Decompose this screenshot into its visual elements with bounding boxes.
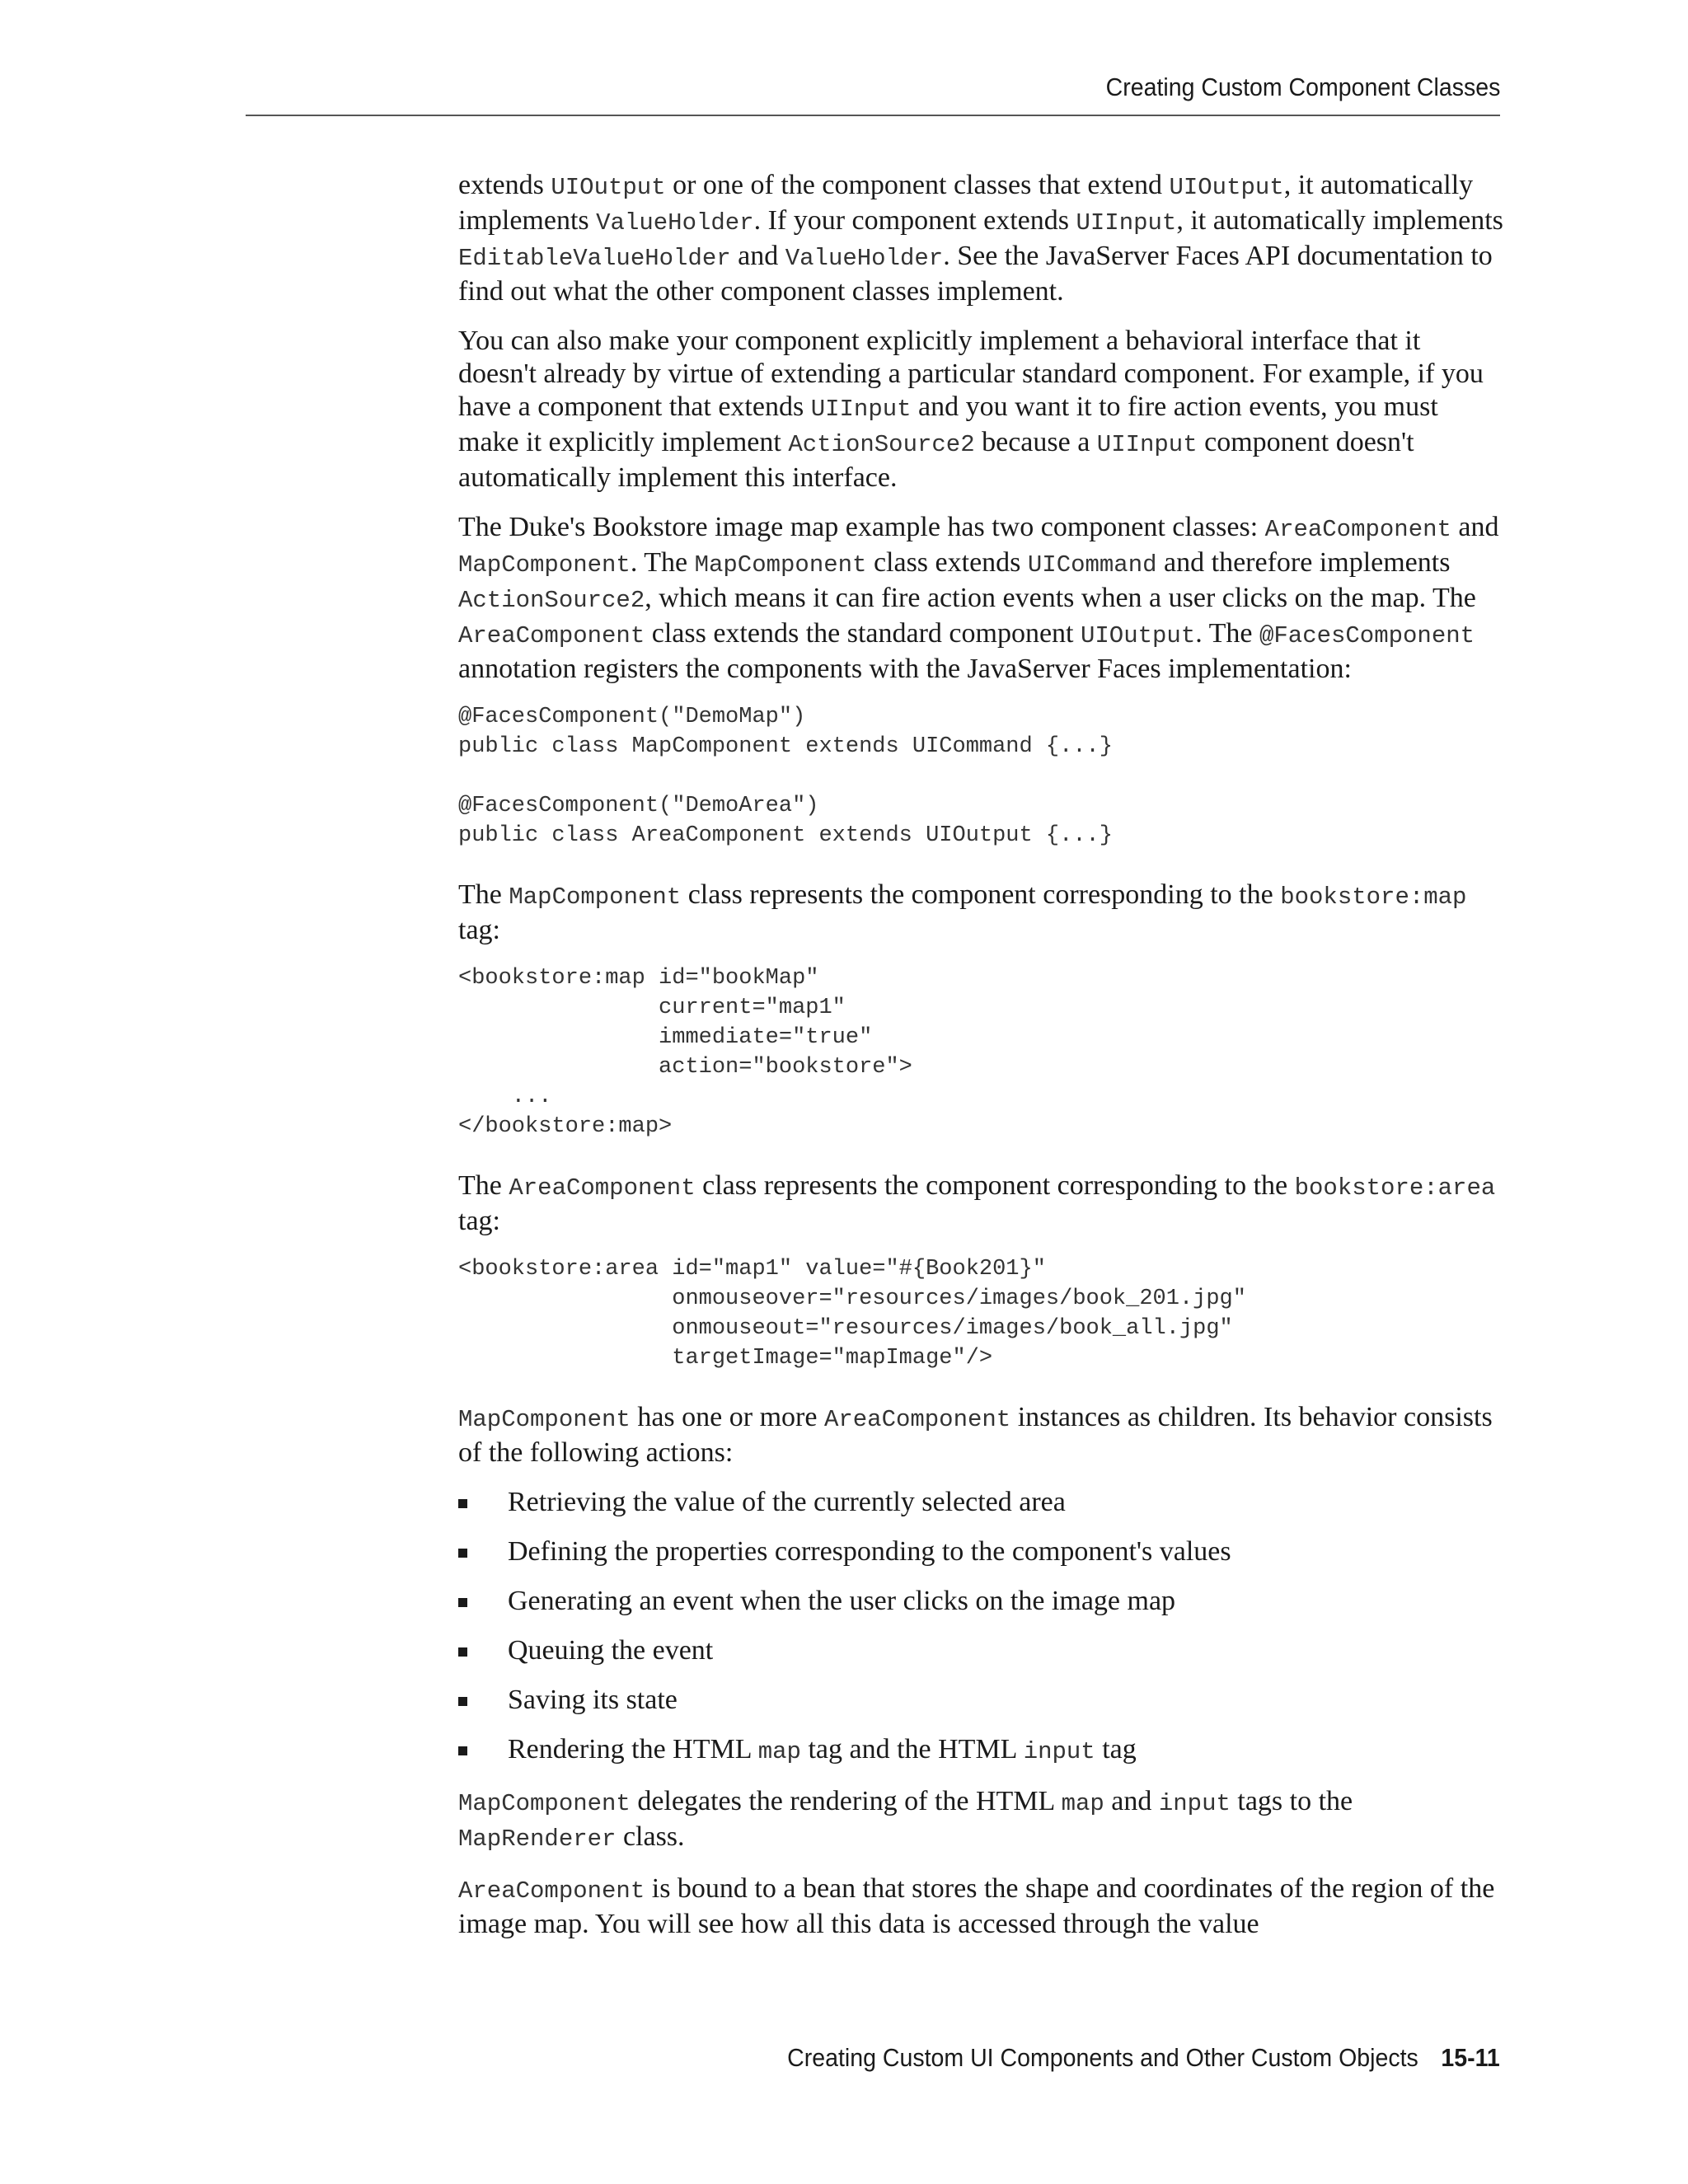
list-item-text: Queuing the event <box>508 1635 714 1666</box>
inline-code: UIOutput <box>1169 174 1284 201</box>
inline-code: input <box>1158 1790 1231 1817</box>
header-rule <box>246 115 1500 116</box>
running-header: Creating Custom Component Classes <box>1105 73 1500 101</box>
square-bullet-icon <box>458 1499 467 1508</box>
text: . See the JavaServer Faces API documentation to find out what the other component classes implement. <box>458 241 1493 307</box>
inline-code: MapRenderer <box>458 1825 617 1853</box>
square-bullet-icon <box>458 1549 467 1558</box>
inline-code: AreaComponent <box>1264 516 1451 543</box>
page-body <box>458 169 1505 1957</box>
inline-code: bookstore:map <box>1280 883 1467 911</box>
text: tags to the <box>1230 1786 1353 1816</box>
text: class extends the standard component <box>645 618 1081 649</box>
inline-code: UIInput <box>1096 431 1198 458</box>
inline-code: ValueHolder <box>785 245 944 272</box>
footer-title: Creating Custom UI Components and Other Custom Objects <box>787 2043 1419 2072</box>
inline-code: map <box>757 1738 801 1765</box>
text: because a <box>974 427 1097 457</box>
text: instances as children. Its behavior consists of the following actions: <box>458 1402 1493 1468</box>
text: The Duke's Bookstore image map example has two component classes: <box>458 512 1265 542</box>
inline-code: MapComponent <box>458 1406 631 1433</box>
square-bullet-icon <box>458 1697 467 1706</box>
text: The <box>458 879 509 910</box>
text: and you want it to fire action events, you must make it explicitly implement <box>458 391 1438 457</box>
list-item-text: Retrieving the value of the currently selected area <box>508 1487 1066 1517</box>
text: class extends <box>866 547 1028 578</box>
text: tag: <box>458 915 500 945</box>
text: component doesn't automatically implement this interface. <box>458 427 1414 493</box>
text: . The <box>630 547 695 578</box>
paragraph-4 <box>458 879 1505 947</box>
page-number: 15-11 <box>1441 2043 1500 2072</box>
text: class represents the component corresponding to the <box>695 1170 1295 1201</box>
text: , it automatically implements <box>458 170 1474 236</box>
inline-code: UIOutput <box>551 174 666 201</box>
text: You can also make your component explicitly implement a behavioral interface that it doesn't already by virtue of extending a particular standard component. For example, if you have a component that extends <box>458 326 1484 422</box>
text: . The <box>1195 618 1259 649</box>
list-item <box>458 1684 1505 1717</box>
text: class. <box>616 1821 685 1852</box>
list-item-text: Generating an event when the user clicks on the image map <box>508 1586 1176 1616</box>
text: annotation registers the components with the JavaServer Faces implementation: <box>458 654 1352 684</box>
list-item <box>458 1486 1505 1519</box>
page-footer <box>787 2043 1500 2073</box>
list-item <box>458 1733 1505 1769</box>
square-bullet-icon <box>458 1598 467 1607</box>
inline-code: UICommand <box>1027 551 1157 579</box>
inline-code: AreaComponent <box>458 622 645 649</box>
text: has one or more <box>630 1402 824 1432</box>
inline-code: bookstore:area <box>1294 1174 1496 1202</box>
paragraph-2 <box>458 325 1505 494</box>
paragraph-6 <box>458 1401 1505 1469</box>
text: tag <box>1095 1734 1137 1765</box>
text: and <box>1104 1786 1159 1816</box>
text: The <box>458 1170 509 1201</box>
inline-code: MapComponent <box>509 883 682 911</box>
code-block-area-tag: <bookstore:area id="map1" value="#{Book201}" onmouseover="resources/images/book_201.jpg" onmouseout="resources/images/book_all.jpg" targetImage="mapImage"/> <box>458 1257 1246 1371</box>
paragraph-5 <box>458 1169 1505 1238</box>
text: and <box>1451 512 1499 542</box>
list-item-text: Saving its state <box>508 1685 678 1715</box>
text: , which means it can fire action events when a user clicks on the map. The <box>645 583 1476 613</box>
text: . If your component extends <box>753 205 1076 236</box>
inline-code: MapComponent <box>694 551 867 579</box>
text: tag: <box>458 1206 500 1236</box>
inline-code: @FacesComponent <box>1259 622 1475 649</box>
inline-code: AreaComponent <box>823 1406 1011 1433</box>
inline-code: EditableValueHolder <box>458 245 731 272</box>
inline-code: MapComponent <box>458 551 631 579</box>
inline-code: UIOutput <box>1081 622 1196 649</box>
list-item-text: Defining the properties corresponding to the component's values <box>508 1536 1231 1567</box>
inline-code: MapComponent <box>458 1790 631 1817</box>
code-block-annotations: @FacesComponent("DemoMap") public class MapComponent extends UICommand {...} @FacesComponent("DemoArea") public class AreaComponent extends UIOutput {...} <box>458 705 1113 848</box>
square-bullet-icon <box>458 1647 467 1657</box>
behavior-list <box>458 1486 1505 1769</box>
text: extends <box>458 170 551 200</box>
inline-code: input <box>1023 1738 1095 1765</box>
inline-code: AreaComponent <box>509 1174 696 1202</box>
inline-code: UIInput <box>810 396 912 423</box>
paragraph-3 <box>458 511 1505 686</box>
text: class represents the component corresponding to the <box>681 879 1281 910</box>
list-item <box>458 1535 1505 1568</box>
square-bullet-icon <box>458 1746 467 1755</box>
list-item <box>458 1585 1505 1618</box>
text: or one of the component classes that extend <box>665 170 1170 200</box>
text: Rendering the HTML <box>508 1734 758 1765</box>
inline-code: ValueHolder <box>596 209 754 237</box>
paragraph-1 <box>458 169 1505 308</box>
text: is bound to a bean that stores the shape and coordinates of the region of the image map. You will see how all this data is accessed through the value <box>458 1873 1495 1939</box>
code-block-map-tag: <bookstore:map id="bookMap" current="map1" immediate="true" action="bookstore"> ... </bookstore:map> <box>458 966 912 1139</box>
inline-code: ActionSource2 <box>788 431 975 458</box>
inline-code: ActionSource2 <box>458 587 645 614</box>
text: and therefore implements <box>1156 547 1451 578</box>
inline-code: UIInput <box>1076 209 1177 237</box>
paragraph-7 <box>458 1785 1505 1856</box>
text: tag and the HTML <box>800 1734 1024 1765</box>
paragraph-8 <box>458 1872 1505 1941</box>
inline-code: AreaComponent <box>458 1877 645 1905</box>
text: , it automatically implements <box>1176 205 1503 236</box>
list-item <box>458 1634 1505 1667</box>
text: delegates the rendering of the HTML <box>630 1786 1062 1816</box>
inline-code: map <box>1061 1790 1104 1817</box>
text: and <box>730 241 785 271</box>
